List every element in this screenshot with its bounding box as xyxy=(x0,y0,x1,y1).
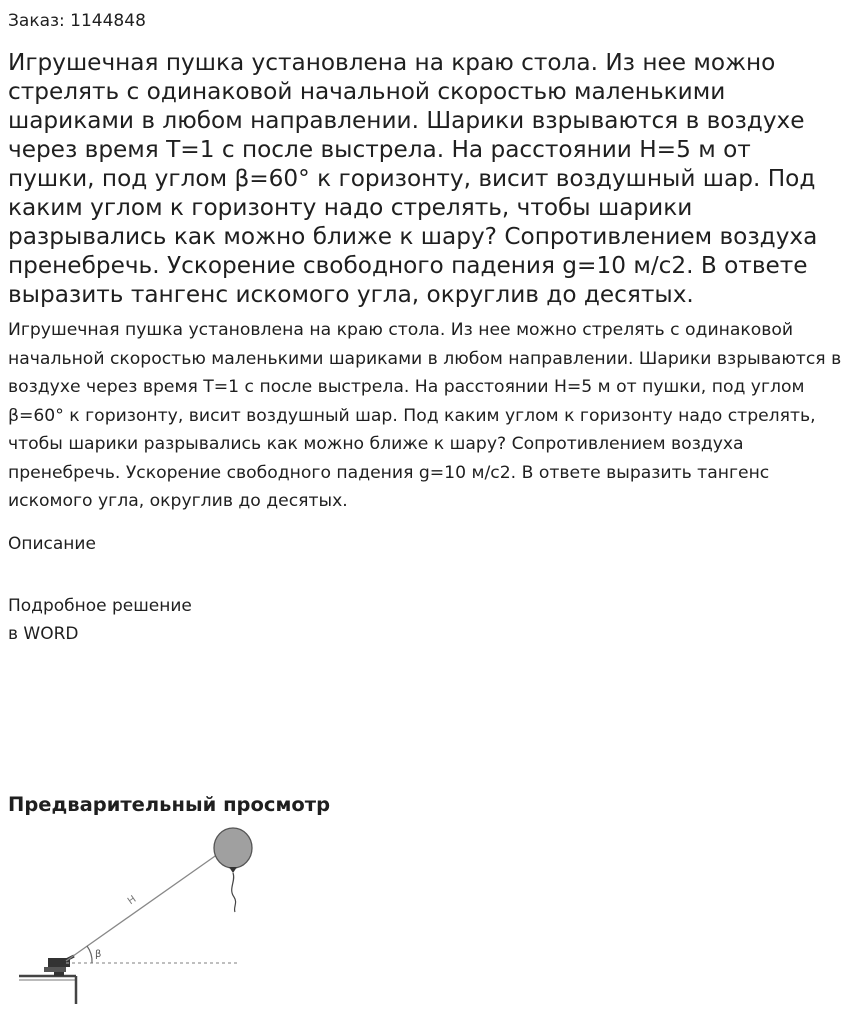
distance-line xyxy=(66,854,218,961)
preview-figure xyxy=(14,826,264,1006)
solution-note-line2: в WORD xyxy=(8,624,79,644)
solution-note-line1: Подробное решение xyxy=(8,596,192,616)
distance-label: H xyxy=(125,893,139,908)
description-label: Описание xyxy=(8,534,96,554)
table xyxy=(19,976,76,1004)
order-number: Заказ: 1144848 xyxy=(8,11,146,31)
problem-description: Игрушечная пушка установлена на краю стола. Из нее можно стрелять с одинаковой начальной скоростью маленькими шариками в любом направлении. Шарики взрываются в воздухе через время T=1 с после выстрела. На расстоянии H=5 м от пушки, под углом β=60° к горизонту, висит воздушный шар. Под каким углом к горизонту надо стрелять, чтобы шарики разрывались как можно ближе к шару? Сопротивлением воздуха пренебречь. Ускорение свободного падения g=10 м/с2. В ответе выразить тангенс искомого угла, округлив до десятых. xyxy=(8,320,842,511)
solution-note xyxy=(8,592,192,648)
problem-title: Игрушечная пушка установлена на краю стола. Из нее можно стрелять с одинаковой начальной скоростью маленькими шариками в любом направлении. Шарики взрываются в воздухе через время T=1 с после выстрела. На расстоянии H=5 м от пушки, под углом β=60° к горизонту, висит воздушный шар. Под каким углом к горизонту надо стрелять, чтобы шарики разрывались как можно ближе к шару? Сопротивлением воздуха пренебречь. Ускорение свободного падения g=10 м/с2. В ответе выразить тангенс искомого угла, округлив до десятых. xyxy=(8,49,818,308)
balloon-icon xyxy=(214,828,252,912)
angle-arc xyxy=(87,946,92,963)
angle-label: β xyxy=(95,949,102,960)
preview-heading: Предварительный просмотр xyxy=(8,793,331,816)
